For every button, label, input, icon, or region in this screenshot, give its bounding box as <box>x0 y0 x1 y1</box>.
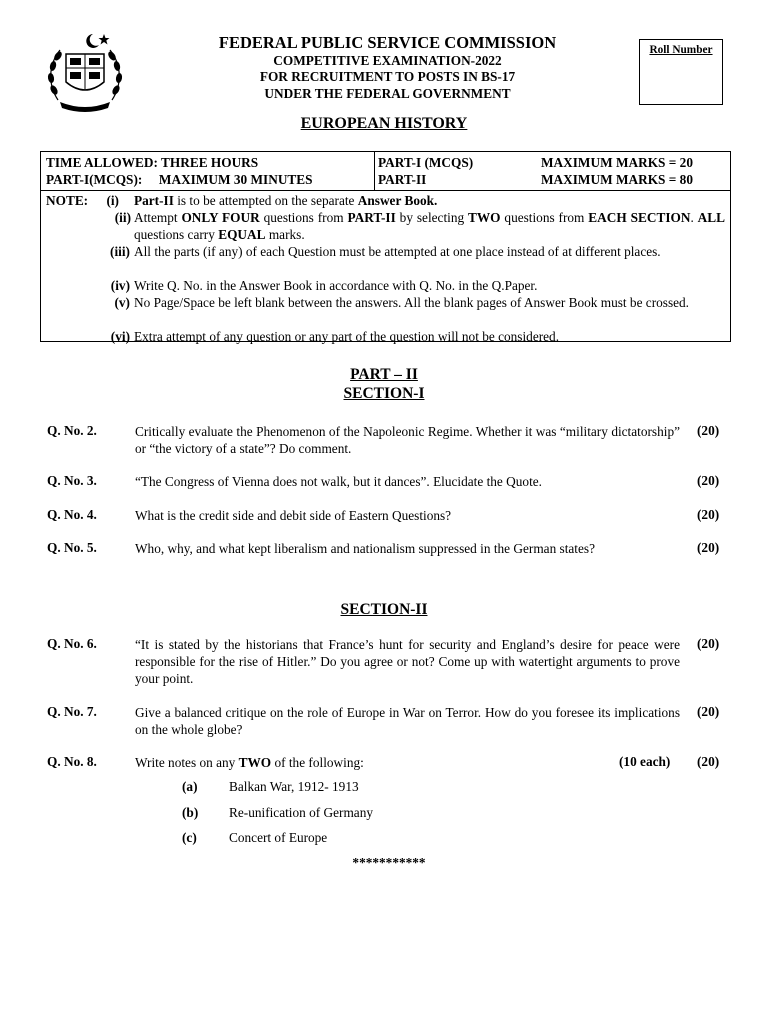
sub-question-text: Balkan War, 1912- 1913 <box>229 779 359 794</box>
question-marks: (20) <box>697 507 720 522</box>
sub-question-letter: (a) <box>182 779 198 794</box>
question-marks: (20) <box>697 754 720 769</box>
note-number: (vi) <box>110 329 130 344</box>
time-marks-row <box>41 152 730 191</box>
note-number: (i) <box>106 193 119 208</box>
roll-number-box <box>639 39 723 105</box>
question-marks: (20) <box>697 423 720 438</box>
part2-marks: MAXIMUM MARKS = 80 <box>541 172 693 187</box>
sub-question-text: Concert of Europe <box>229 830 328 845</box>
note-number: (iii) <box>110 244 130 259</box>
section-title: SECTION-I <box>343 385 425 402</box>
note-item: All the parts (if any) of each Question must be attempted at one place instead of at different places. <box>134 244 661 259</box>
instructions-table <box>40 151 731 342</box>
question-number: Q. No. 5. <box>47 540 97 555</box>
part1-time: PART-I(MCQS): MAXIMUM 30 MINUTES <box>46 172 313 187</box>
exam-title: COMPETITIVE EXAMINATION-2022 <box>273 53 502 68</box>
org-title: FEDERAL PUBLIC SERVICE COMMISSION <box>218 33 557 52</box>
end-marker: *********** <box>352 855 426 870</box>
question-number: Q. No. 3. <box>47 473 97 488</box>
sub-question-letter: (c) <box>182 830 197 845</box>
question-text: Who, why, and what kept liberalism and nationalism suppressed in the German states? <box>135 541 595 556</box>
question-number: Q. No. 7. <box>47 704 97 719</box>
question-marks: (20) <box>697 473 720 488</box>
note-item: Part-II is to be attempted on the separate Answer Book. <box>134 193 438 208</box>
question-number: Q. No. 6. <box>47 636 97 651</box>
note-heading: NOTE: <box>46 193 89 208</box>
note-number: (v) <box>114 295 130 310</box>
government-line: UNDER THE FEDERAL GOVERNMENT <box>264 85 511 101</box>
sub-question-letter: (b) <box>182 805 199 820</box>
note-number: (ii) <box>114 210 131 225</box>
part1-label: PART-I (MCQS) <box>378 155 474 170</box>
fpsc-emblem-icon <box>46 30 124 114</box>
question-number: Q. No. 8. <box>47 754 97 769</box>
note-item: No Page/Space be left blank between the answers. All the blank pages of Answer Book must be crossed. <box>134 295 690 310</box>
question-marks: (20) <box>697 540 720 555</box>
note-number: (iv) <box>110 278 130 293</box>
exam-header <box>160 33 615 102</box>
question-text: Write notes on any TWO of the following: <box>135 755 364 770</box>
part-title: PART – II <box>350 366 418 383</box>
part2-label: PART-II <box>378 172 427 187</box>
question-text: Give a balanced critique on the role of Europe in War on Terror. How do you foresee its implications on the whole globe? <box>135 705 680 737</box>
section-title: SECTION-II <box>340 601 428 618</box>
question-text: “The Congress of Vienna does not walk, but it dances”. Elucidate the Quote. <box>135 474 542 489</box>
question-text: Critically evaluate the Phenomenon of the Napoleonic Regime. Whether it was “military dictatorship” or “the victory of a state”? Do comment. <box>135 424 680 456</box>
recruitment-line: FOR RECRUITMENT TO POSTS IN BS-17 <box>259 69 516 85</box>
question-marks: (20) <box>697 636 720 651</box>
note-item: Attempt ONLY FOUR questions from PART-II by selecting TWO questions from EACH SECTION. ALL questions carry EQUAL marks. <box>134 210 726 242</box>
question-number: Q. No. 4. <box>47 507 97 522</box>
subject-title: EUROPEAN HISTORY <box>300 115 468 132</box>
part1-marks: MAXIMUM MARKS = 20 <box>541 155 693 170</box>
note-item: Write Q. No. in the Answer Book in accordance with Q. No. in the Q.Paper. <box>134 278 538 293</box>
question-marks: (20) <box>697 704 720 719</box>
question-text: What is the credit side and debit side of Eastern Questions? <box>135 508 452 523</box>
time-allowed: TIME ALLOWED: THREE HOURS <box>46 155 259 170</box>
roll-number-label: Roll Number <box>649 44 713 56</box>
question-each-marks: (10 each) <box>619 754 671 769</box>
question-text: “It is stated by the historians that France’s hunt for security and England’s desire for peace were responsible for the rise of Hitler.” Do you agree or not? Come up with watertight arguments to prove your point. <box>135 637 680 686</box>
sub-question-text: Re-unification of Germany <box>229 805 373 820</box>
note-item: Extra attempt of any question or any part of the question will not be considered. <box>134 329 560 344</box>
question-number: Q. No. 2. <box>47 423 97 438</box>
